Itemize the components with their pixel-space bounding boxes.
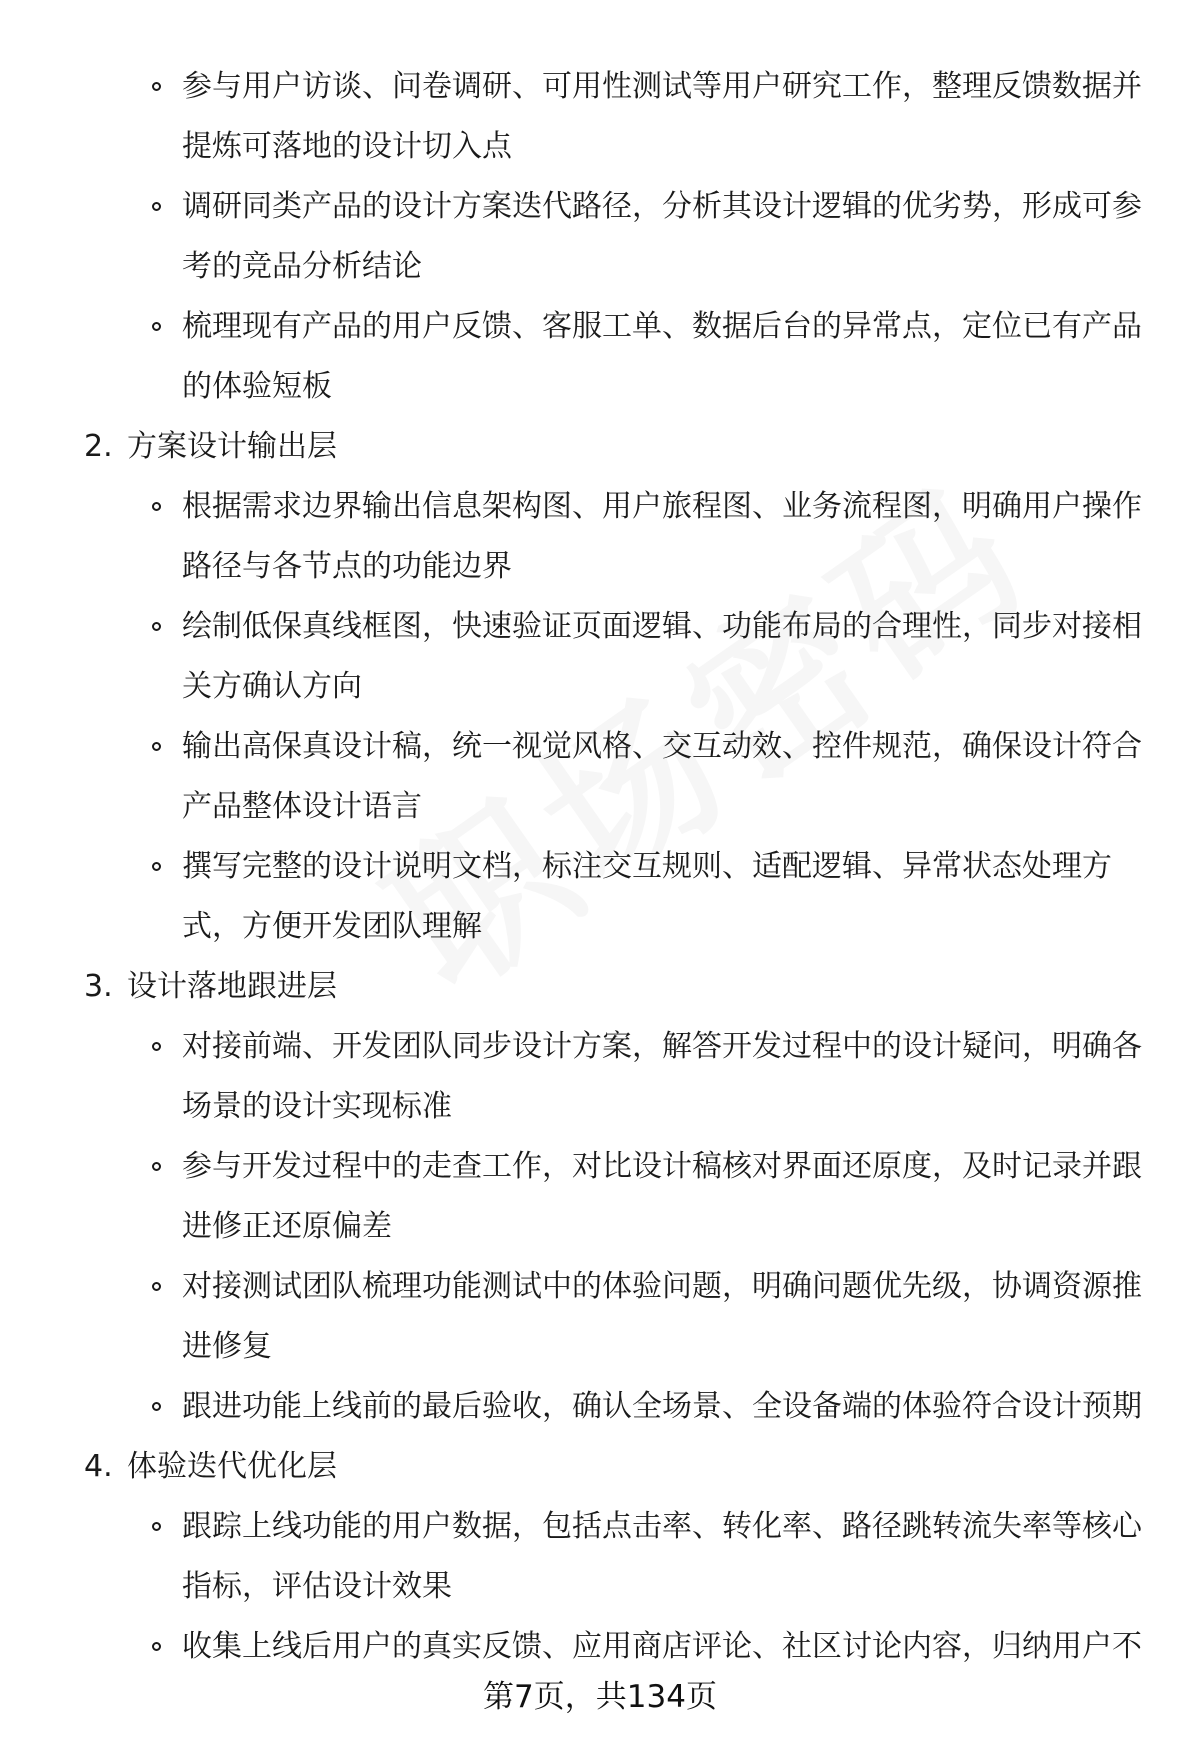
section-number: 4.: [84, 1449, 113, 1484]
list-item-text: 的体验短板: [182, 369, 332, 404]
list-item: [0, 1617, 1200, 1677]
circle-bullet-icon: [152, 1402, 161, 1411]
circle-bullet-icon: [152, 1162, 161, 1171]
list-item-text: 输出高保真设计稿，统一视觉风格、交互动效、控件规范，确保设计符合: [182, 729, 1142, 764]
list-item: [0, 477, 1200, 537]
list-item-continuation: [0, 1317, 1200, 1377]
section-title: 设计落地跟进层: [127, 969, 337, 1004]
list-item: [0, 297, 1200, 357]
list-item: [0, 1497, 1200, 1557]
list-item-text: 考的竞品分析结论: [182, 249, 422, 284]
list-item-text: 参与用户访谈、问卷调研、可用性测试等用户研究工作，整理反馈数据并: [182, 69, 1142, 104]
list-item-text: 场景的设计实现标准: [182, 1089, 452, 1124]
list-item-continuation: [0, 1197, 1200, 1257]
list-item: [0, 597, 1200, 657]
list-item: [0, 837, 1200, 897]
list-item-text: 进修正还原偏差: [182, 1209, 392, 1244]
list-item: [0, 1137, 1200, 1197]
circle-bullet-icon: [152, 1282, 161, 1291]
list-item-text: 跟踪上线功能的用户数据，包括点击率、转化率、路径跳转流失率等核心: [182, 1509, 1142, 1544]
list-item: [0, 57, 1200, 117]
list-item-continuation: [0, 897, 1200, 957]
list-item-continuation: [0, 237, 1200, 297]
list-item: [0, 717, 1200, 777]
list-item-continuation: [0, 537, 1200, 597]
list-item-text: 对接测试团队梳理功能测试中的体验问题，明确问题优先级，协调资源推: [182, 1269, 1142, 1304]
list-item: [0, 1017, 1200, 1077]
circle-bullet-icon: [152, 622, 161, 631]
circle-bullet-icon: [152, 742, 161, 751]
circle-bullet-icon: [152, 1642, 161, 1651]
section-heading: [0, 417, 1200, 477]
list-item-text: 梳理现有产品的用户反馈、客服工单、数据后台的异常点，定位已有产品: [182, 309, 1142, 344]
list-item-text: 关方确认方向: [182, 669, 362, 704]
list-item-text: 产品整体设计语言: [182, 789, 422, 824]
list-item-text: 路径与各节点的功能边界: [182, 549, 512, 584]
circle-bullet-icon: [152, 202, 161, 211]
list-item-text: 进修复: [182, 1329, 272, 1364]
list-item-text: 式，方便开发团队理解: [182, 909, 482, 944]
list-item-continuation: [0, 357, 1200, 417]
page-footer: 第7页，共134页: [483, 1679, 717, 1715]
list-item-text: 根据需求边界输出信息架构图、用户旅程图、业务流程图，明确用户操作: [182, 489, 1142, 524]
list-item: [0, 1377, 1200, 1437]
section-heading: [0, 957, 1200, 1017]
list-item-text: 参与开发过程中的走查工作，对比设计稿核对界面还原度，及时记录并跟: [182, 1149, 1142, 1184]
list-item-continuation: [0, 117, 1200, 177]
list-item-text: 对接前端、开发团队同步设计方案，解答开发过程中的设计疑问，明确各: [182, 1029, 1142, 1064]
list-item: [0, 177, 1200, 237]
circle-bullet-icon: [152, 1522, 161, 1531]
document-body: [0, 57, 1200, 1677]
circle-bullet-icon: [152, 1042, 161, 1051]
list-item-continuation: [0, 777, 1200, 837]
section-title: 方案设计输出层: [127, 429, 337, 464]
list-item-text: 指标，评估设计效果: [182, 1569, 452, 1604]
list-item-continuation: [0, 1077, 1200, 1137]
list-item-continuation: [0, 1557, 1200, 1617]
circle-bullet-icon: [152, 82, 161, 91]
section-heading: [0, 1437, 1200, 1497]
list-item-text: 跟进功能上线前的最后验收，确认全场景、全设备端的体验符合设计预期: [182, 1389, 1142, 1424]
list-item-text: 调研同类产品的设计方案迭代路径，分析其设计逻辑的优劣势，形成可参: [182, 189, 1142, 224]
section-number: 2.: [84, 429, 113, 464]
list-item-text: 提炼可落地的设计切入点: [182, 129, 512, 164]
list-item-text: 收集上线后用户的真实反馈、应用商店评论、社区讨论内容，归纳用户不: [182, 1629, 1142, 1664]
circle-bullet-icon: [152, 862, 161, 871]
circle-bullet-icon: [152, 322, 161, 331]
list-item-text: 绘制低保真线框图，快速验证页面逻辑、功能布局的合理性，同步对接相: [182, 609, 1142, 644]
section-title: 体验迭代优化层: [127, 1449, 337, 1484]
circle-bullet-icon: [152, 502, 161, 511]
list-item-text: 撰写完整的设计说明文档，标注交互规则、适配逻辑、异常状态处理方: [182, 849, 1112, 884]
section-number: 3.: [84, 969, 113, 1004]
list-item-continuation: [0, 657, 1200, 717]
list-item: [0, 1257, 1200, 1317]
